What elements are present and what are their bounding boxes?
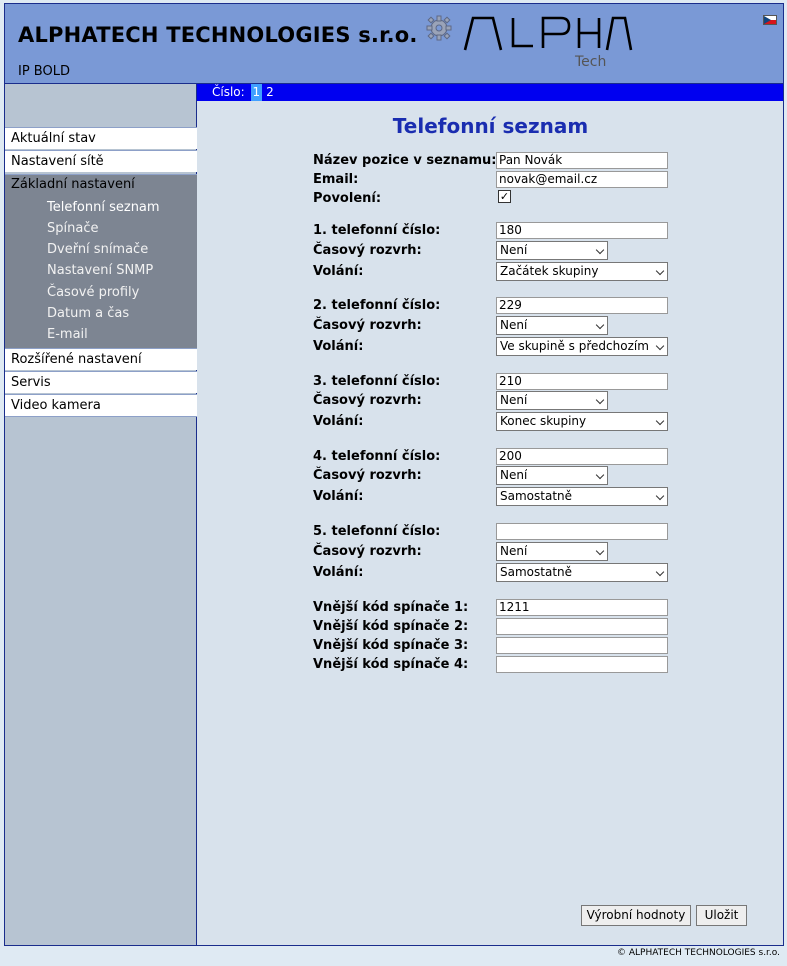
phone-4-schedule-label: Časový rozvrh: xyxy=(313,468,422,483)
name-label: Název pozice v seznamu: xyxy=(313,153,497,168)
chevron-down-icon xyxy=(656,568,664,576)
sidebar xyxy=(5,84,197,945)
gear-logo-icon xyxy=(427,16,451,40)
chevron-down-icon xyxy=(596,396,604,404)
chevron-down-icon xyxy=(656,417,664,425)
phone-3-schedule-select[interactable]: Není xyxy=(496,391,608,410)
phone-2-call-label: Volání: xyxy=(313,339,364,354)
email-input[interactable]: novak@email.cz xyxy=(496,171,668,188)
phone-5-label: 5. telefonní číslo: xyxy=(313,524,441,539)
enabled-checkbox[interactable]: ✓ xyxy=(499,190,510,203)
phone-2-input[interactable]: 229 xyxy=(496,297,668,314)
sidebar-subitem-date-time[interactable]: Datum a čas xyxy=(47,306,130,321)
switch-code-4-label: Vnější kód spínače 4: xyxy=(313,657,469,672)
switch-code-3-label: Vnější kód spínače 3: xyxy=(313,638,469,653)
switch-code-2-label: Vnější kód spínače 2: xyxy=(313,619,469,634)
company-title: ALPHATECH TECHNOLOGIES s.r.o. xyxy=(18,23,418,47)
phone-4-call-label: Volání: xyxy=(313,489,364,504)
chevron-down-icon xyxy=(596,471,604,479)
phone-1-schedule-select[interactable]: Není xyxy=(496,241,608,260)
page-title: Telefonní seznam xyxy=(392,114,589,138)
logo-sub-text: Tech xyxy=(575,54,607,70)
phone-3-input[interactable]: 210 xyxy=(496,373,668,390)
czech-flag-icon[interactable] xyxy=(763,15,777,25)
chevron-down-icon xyxy=(596,547,604,555)
sidebar-subitem-door-sensors[interactable]: Dveřní snímače xyxy=(47,242,149,257)
sidebar-subitem-snmp[interactable]: Nastavení SNMP xyxy=(47,263,154,278)
number-bar-label: Číslo: xyxy=(212,85,245,99)
sidebar-item-current-status[interactable]: Aktuální stav xyxy=(5,127,197,149)
page-number-2[interactable]: 2 xyxy=(266,85,274,99)
sidebar-subitem-email[interactable]: E-mail xyxy=(47,327,88,342)
sidebar-divider xyxy=(5,416,197,417)
save-button[interactable]: Uložit xyxy=(696,905,747,926)
name-input[interactable]: Pan Novák xyxy=(496,152,668,169)
phone-1-call-select[interactable]: Začátek skupiny xyxy=(496,262,668,281)
footer-copyright: © ALPHATECH TECHNOLOGIES s.r.o. xyxy=(617,948,780,958)
chevron-down-icon xyxy=(596,246,604,254)
sidebar-subitem-time-profiles[interactable]: Časové profily xyxy=(47,285,140,300)
phone-5-call-label: Volání: xyxy=(313,565,364,580)
phone-4-label: 4. telefonní číslo: xyxy=(313,449,441,464)
sidebar-item-network-settings[interactable]: Nastavení sítě xyxy=(5,150,197,172)
switch-code-1-input[interactable]: 1211 xyxy=(496,599,668,616)
header xyxy=(5,4,783,84)
switch-code-1-label: Vnější kód spínače 1: xyxy=(313,600,469,615)
phone-1-call-label: Volání: xyxy=(313,264,364,279)
chevron-down-icon xyxy=(656,267,664,275)
phone-4-schedule-select[interactable]: Není xyxy=(496,466,608,485)
phone-5-input[interactable] xyxy=(496,523,668,540)
phone-1-schedule-label: Časový rozvrh: xyxy=(313,243,422,258)
phone-2-call-select[interactable]: Ve skupině s předchozím xyxy=(496,337,668,356)
sidebar-item-advanced-settings[interactable]: Rozšířené nastavení xyxy=(5,348,197,370)
sidebar-group-basic-settings xyxy=(5,174,197,348)
switch-code-4-input[interactable] xyxy=(496,656,668,673)
phone-5-schedule-select[interactable]: Není xyxy=(496,542,608,561)
phone-3-label: 3. telefonní číslo: xyxy=(313,374,441,389)
chevron-down-icon xyxy=(656,342,664,350)
phone-1-label: 1. telefonní číslo: xyxy=(313,223,441,238)
device-name: IP BOLD xyxy=(18,64,70,79)
email-label: Email: xyxy=(313,172,359,187)
page-frame xyxy=(4,3,784,946)
sidebar-subitem-switches[interactable]: Spínače xyxy=(47,221,99,236)
sidebar-item-service[interactable]: Servis xyxy=(5,371,197,393)
alphatech-logo xyxy=(423,12,633,70)
phone-2-label: 2. telefonní číslo: xyxy=(313,298,441,313)
phone-1-input[interactable]: 180 xyxy=(496,222,668,239)
sidebar-group-title[interactable]: Základní nastavení xyxy=(11,177,135,192)
phone-4-call-select[interactable]: Samostatně xyxy=(496,487,668,506)
phone-2-schedule-select[interactable]: Není xyxy=(496,316,608,335)
phone-3-call-select[interactable]: Konec skupiny xyxy=(496,412,668,431)
phone-4-input[interactable]: 200 xyxy=(496,448,668,465)
phone-5-call-select[interactable]: Samostatně xyxy=(496,563,668,582)
enabled-label: Povolení: xyxy=(313,191,382,206)
phone-3-call-label: Volání: xyxy=(313,414,364,429)
chevron-down-icon xyxy=(596,321,604,329)
page-number-1[interactable]: 1 xyxy=(252,85,261,99)
number-bar xyxy=(197,84,783,101)
phone-5-schedule-label: Časový rozvrh: xyxy=(313,544,422,559)
switch-code-2-input[interactable] xyxy=(496,618,668,635)
factory-defaults-button[interactable]: Výrobní hodnoty xyxy=(581,905,691,926)
chevron-down-icon xyxy=(656,492,664,500)
main-content xyxy=(198,101,783,945)
sidebar-item-video-camera[interactable]: Video kamera xyxy=(5,394,197,416)
sidebar-subitem-phonebook[interactable]: Telefonní seznam xyxy=(47,200,160,215)
alpha-letters xyxy=(465,18,631,50)
phone-3-schedule-label: Časový rozvrh: xyxy=(313,393,422,408)
switch-code-3-input[interactable] xyxy=(496,637,668,654)
phone-2-schedule-label: Časový rozvrh: xyxy=(313,318,422,333)
